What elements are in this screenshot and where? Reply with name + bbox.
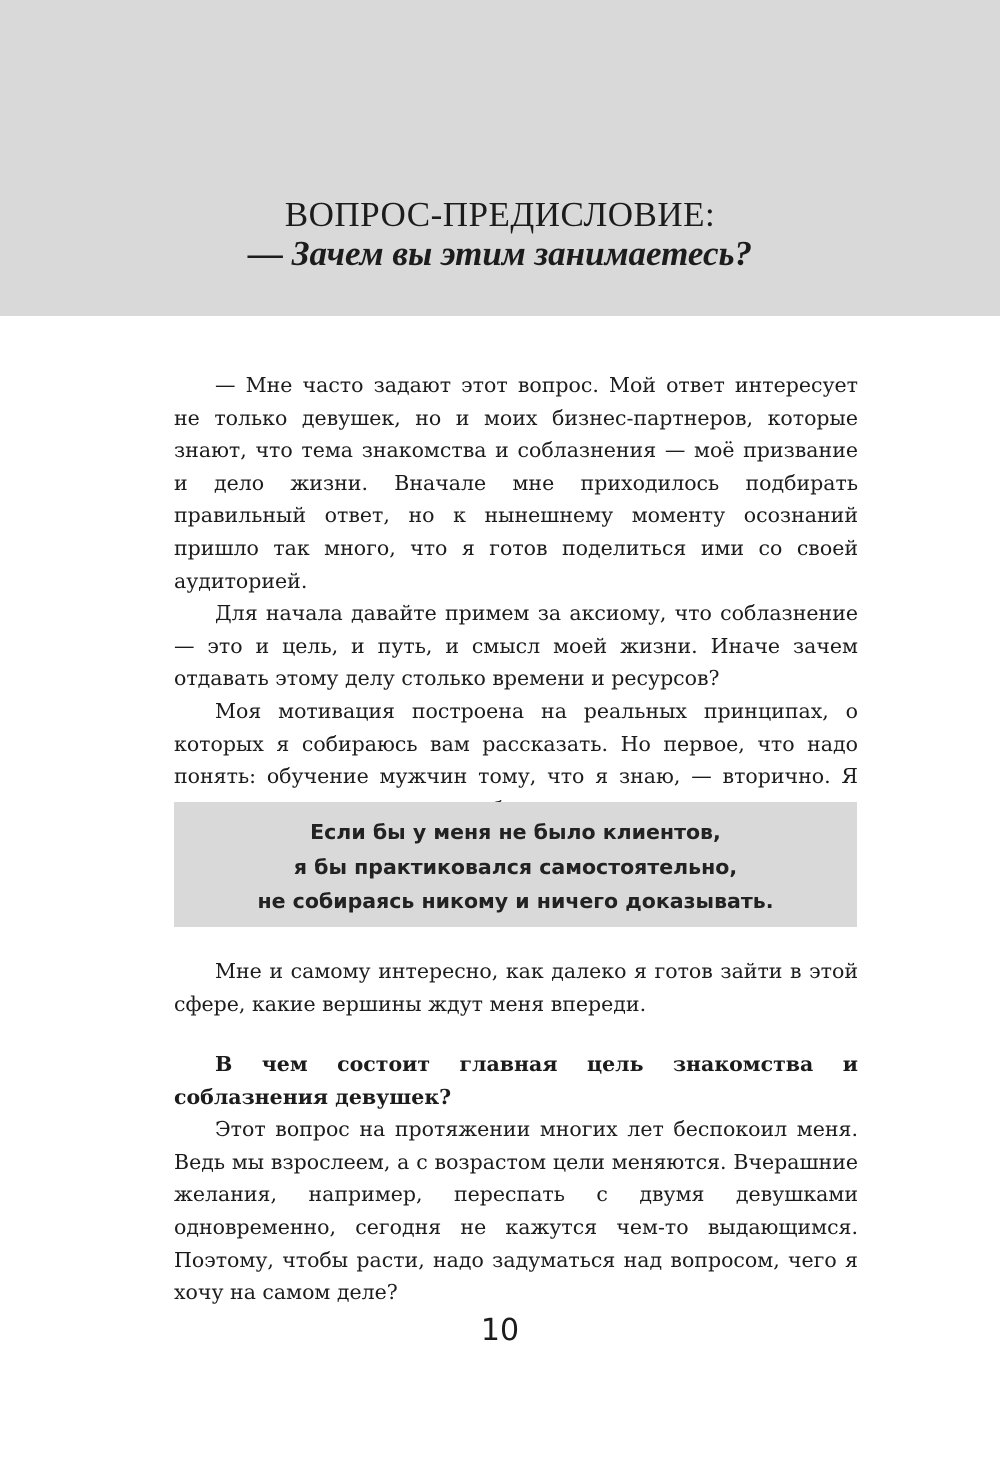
paragraph: Мне и самому интересно, как далеко я готов зайти в этой сфере, какие вершины ждут меня впереди. [174,959,858,1016]
paragraph: Моя мотивация построена на реальных принципах, о которых я собираюсь вам рассказать. Но первое, что надо понять: обучение мужчин тому, что я знаю, — вторично. Я [174,698,858,789]
chapter-subtitle: — Зачем вы этим занимаетесь? [248,234,752,273]
callout-line: не собираясь никому и ничего доказывать. [257,889,774,913]
page-number: 10 [480,1313,520,1348]
chapter-header-band [0,0,1000,316]
paragraph: Этот вопрос на протяжении многих лет беспокоил меня. Ведь мы взрослеем, а с возрастом цели меняются. Вчерашние желания, например, переспать с двумя девушками одновременно, сегодня не кажутся чем-то выдающимся. Поэтому, чтобы расти, надо задуматься над вопросом, чего я хочу на самом деле? [174,1117,858,1305]
paragraph: — Мне часто задают этот вопрос. Мой ответ интересует не только девушек, но и моих бизнес-партнеров, которые знают, что тема знакомства и соблазнения — моё призвание и дело жизни. Вначале мне приходилось подбирать правильный ответ, но к нынешнему моменту осознаний пришло так много, что я готов поделиться ими со своей аудиторией. [174,373,858,593]
callout-line: Если бы у меня не было клиентов, [310,820,721,844]
callout-line: я бы практиковался самостоятельно, [293,854,738,879]
goal-section [174,1048,858,1309]
paragraph: Для начала давайте примем за аксиому, что соблазнение — это и цель, и путь, и смысл моей жизни. Иначе зачем отдавать этому делу столько времени и ресурсов? [174,601,858,691]
followup-section [174,955,858,1020]
section-heading: В чем состоит главная цель знакомства и соблазнения девушек? [174,1052,858,1109]
intro-section [174,369,858,825]
quote-callout [174,802,857,927]
chapter-title: ВОПРОС-ПРЕДИСЛОВИЕ: [284,195,716,234]
